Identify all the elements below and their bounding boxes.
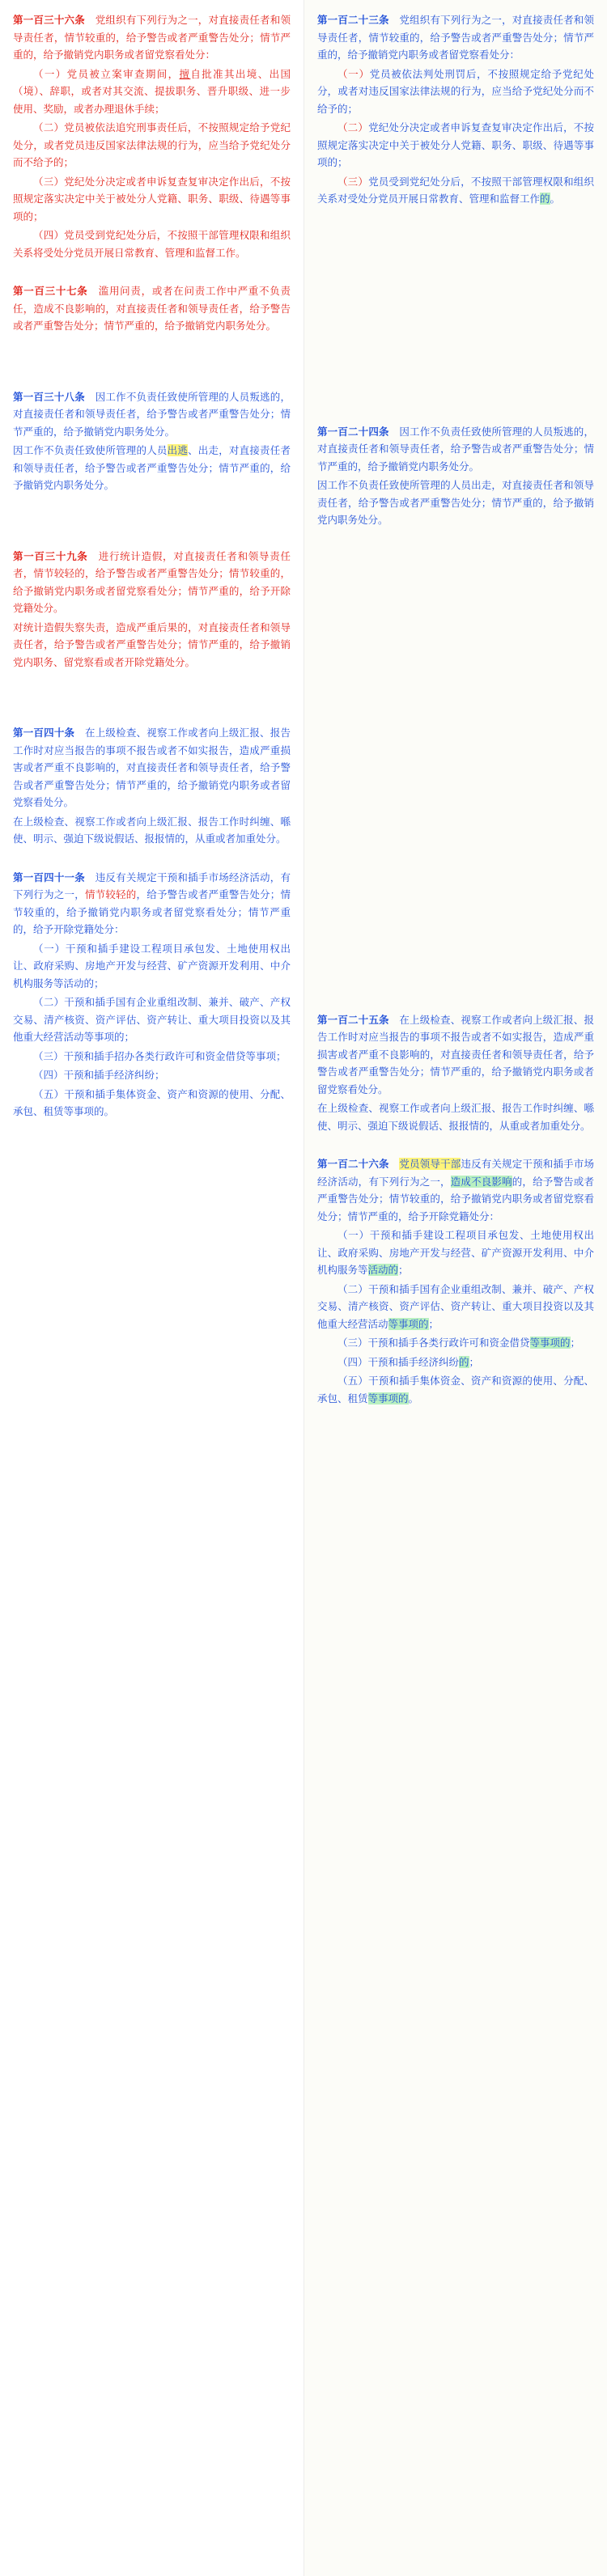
article-136 (13, 11, 291, 261)
article-124-title: 第一百二十四条 (317, 425, 389, 438)
article-139-para-2: 对统计造假失察失责，造成严重后果的，对直接责任者和领导责任者，给予警告或者严重警告处分；情节严重的，给予撤销党内职务、留党察看或者开除党籍处分。 (13, 621, 291, 668)
spacer (13, 356, 291, 388)
article-140-para-2: 在上级检查、视察工作或者向上级汇报、报告工作时纠缠、喺使、明示、强迫下级说假话、报报情的，从重或者加重处分。 (13, 815, 291, 845)
article-124 (317, 423, 594, 529)
article-140-para-1: 在上级检查、视察工作或者向上级汇报、报告工作时对应当报告的事项不报告或者不如实报告，造成严重损害或者严重不良影响的，对直接责任者和领导责任者，给予警告或者严重警告处分；情节严重的，给予撤销党内职务或者留党察看处分。 (13, 727, 291, 808)
article-141-item-4: （四）干预和插手经济纠纷； (33, 1069, 165, 1081)
article-140-title: 第一百四十条 (13, 727, 75, 739)
right-column (304, 0, 607, 2576)
spacer (13, 692, 291, 724)
article-137-body: 滥用问责，或者在问责工作中严重不负责任，造成不良影响的，对直接责任者和领导责任者，给予警告或者严重警告处分；情节严重的，给予撤销党内职务处分。 (13, 285, 291, 332)
article-126-item-2: （二）干预和插手国有企业重组改制、兼并、破产、产权交易、清产核资、资产评估、资产转让、重大项目投资以及其他重大经营活动等事项的； (317, 1282, 594, 1330)
article-125-title: 第一百二十五条 (317, 1013, 389, 1026)
article-126-item-1: （一）干预和插手建设工程项目承包发、土地使用权出让、政府采购、房地产开发与经营、矿产资源开发利用、中介机构服务等活动的； (317, 1229, 594, 1276)
article-137-title: 第一百三十七条 (13, 285, 88, 297)
article-124-para-2: 因工作不负责任致使所管理的人员出走，对直接责任者和领导责任者，给予警告或者严重警告处分；情节严重的，给予撤销党内职务处分。 (317, 479, 594, 526)
article-141-item-2: （二）干预和插手国有企业重组改制、兼并、破产、产权交易、清产核资、资产评估、资产转让、重大项目投资以及其他重大经营活动等事项的； (13, 996, 291, 1043)
article-126-title: 第一百二十六条 (317, 1158, 389, 1170)
article-136-item-4: （四）党员受到党纪处分后，不按照干部管理权限和组织关系将受处分党员开展日常教育、管理和监督工作。 (13, 229, 291, 259)
article-141-title: 第一百四十一条 (13, 871, 85, 883)
article-125-para-1: 在上级检查、视察工作或者向上级汇报、报告工作时对应当报告的事项不报告或者不如实报告，造成严重损害或者严重不良影响的，对直接责任者和领导责任者，给予警告或者严重警告处分；情节严重的，给予撤销党内职务或者留党察看处分。 (317, 1013, 594, 1095)
article-123-item-3: （三）党员受到党纪处分后，不按照干部管理权限和组织关系对受处分党员开展日常教育、管理和监督工作的。 (317, 175, 594, 205)
spacer (317, 744, 594, 938)
article-141-item-5: （五）干预和插手集体资金、资产和资源的使用、分配、承包、租赁等事项的。 (13, 1087, 291, 1117)
article-123-title: 第一百二十三条 (317, 14, 389, 26)
article-139-title: 第一百三十九条 (13, 549, 88, 562)
article-124-para-1: 因工作不负责任致使所管理的人员叛逃的，对直接责任者和领导责任者，给予警告或者严重警告处分；情节严重的，给予撤销党内职务处分。 (317, 425, 594, 472)
article-141 (13, 869, 291, 1121)
article-136-item-2: （二）党员被依法追究刑事责任后，不按照规定给予党纪处分，或者党员违反国家法律法规的行为，应当给予党纪处分而不给予的； (13, 121, 291, 168)
article-140 (13, 724, 291, 848)
spacer (317, 938, 594, 1011)
article-136-item-3: （三）党纪处分决定或者申诉复查复审决定作出后，不按照规定落实决定中关于被处分人党籍、职务、职级、待遇等事项的； (13, 175, 291, 222)
article-123-item-1: （一）党员被依法判处刑罚后，不按照规定给予党纪处分，或者对违反国家法律法规的行为，应当给予党纪处分而不给予的； (317, 67, 594, 115)
article-123 (317, 11, 594, 208)
article-136-title: 第一百三十六条 (13, 14, 85, 26)
article-136-lead: 党组织有下列行为之一，对直接责任者和领导责任者，情节较重的，给予警告或者严重警告处分；情节严重的，给予撤销党内职务或者留党察看处分： (13, 14, 291, 61)
article-126-item-4: （四）干预和插手经济纠纷的； (337, 1355, 480, 1368)
article-138-title: 第一百三十八条 (13, 390, 85, 403)
article-126-item-3: （三）干预和插手各类行政许可和资金借贷等事项的； (337, 1337, 581, 1349)
article-139 (13, 548, 291, 672)
article-125 (317, 1011, 594, 1135)
article-126 (317, 1155, 594, 1407)
article-138 (13, 388, 291, 494)
article-138-para-1: 因工作不负责任致使所管理的人员叛逃的，对直接责任者和领导责任者，给予警告或者严重警告处分；情节严重的，给予撤销党内职务处分。 (13, 390, 291, 438)
spacer (13, 515, 291, 548)
article-126-lead: 党员领导干部违反有关规定干预和插手市场经济活动，有下列行为之一，造成不良影响的，给予警告或者严重警告处分；情节较重的，给予撤销党内职务或者留党察看处分；情节严重的，给予开除党籍处分： (317, 1158, 594, 1222)
article-123-item-2: （二）党纪处分决定或者申诉复查复审决定作出后，不按照规定落实决定中关于被处分人党籍、职务、职级、待遇等事项的； (317, 121, 594, 168)
article-137 (13, 282, 291, 335)
article-141-item-1: （一）干预和插手建设工程项目承包发、土地使用权出让、政府采购、房地产开发与经营、矿产资源开发利用、中介机构服务等活动的； (13, 942, 291, 989)
article-138-para-2: 因工作不负责任致使所管理的人员出逃、出走，对直接责任者和领导责任者，给予警告或者严重警告处分；情节严重的，给予撤销党内职务处分。 (13, 444, 291, 491)
article-136-item-1: （一）党员被立案审查期间，擅自批准其出境、出国（境）、辞职，或者对其交流、提拔职务、晋升职级、进一步使用、奖励，或者办理退休手续； (13, 67, 291, 115)
article-141-item-3: （三）干预和插手招办各类行政许可和资金借贷等事项； (33, 1049, 287, 1062)
article-126-item-5: （五）干预和插手集体资金、资产和资源的使用、分配、承包、租赁等事项的。 (317, 1375, 594, 1405)
article-125-para-2: 在上级检查、视察工作或者向上级汇报、报告工作时纠缠、喺使、明示、强迫下级说假话、报报情的，从重或者加重处分。 (317, 1102, 594, 1132)
article-123-lead: 党组织有下列行为之一，对直接责任者和领导责任者，情节较重的，给予警告或者严重警告处分；情节严重的，给予撤销党内职务或者留党察看处分： (317, 14, 594, 61)
spacer (317, 229, 594, 423)
article-141-lead: 违反有关规定干预和插手市场经济活动，有下列行为之一，情节较轻的，给予警告或者严重警告处分；情节较重的，给予撤销党内职务或者留党察看处分；情节严重的，给予开除党籍处分： (13, 871, 291, 935)
article-139-para-1: 进行统计造假，对直接责任者和领导责任者，情节较轻的，给予警告或者严重警告处分；情节较重的，给予撤销党内职务或者留党察看处分；情节严重的，给予开除党籍处分。 (13, 549, 291, 614)
spacer (317, 550, 594, 744)
